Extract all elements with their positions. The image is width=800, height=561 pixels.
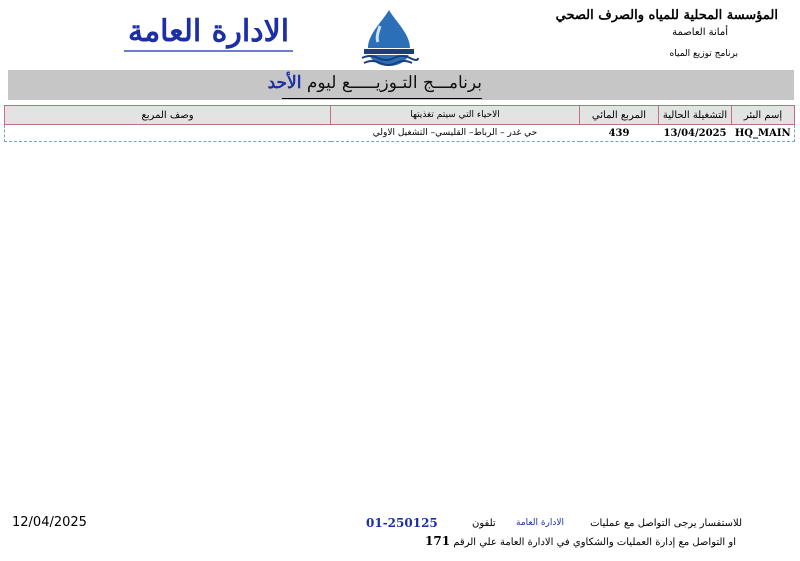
phone-number: 01-250125 [366,516,438,530]
department-title: الادارة العامة [124,14,293,52]
program-caption: برنامج توزيع المياه [669,49,738,59]
contact-text: او التواصل مع إدارة العمليات والشكاوي في الادارة العامة علي الرقم [453,537,736,548]
header-current-run: التشغيلة الحالية [659,106,732,125]
table-header-row [5,106,795,125]
inquiry-text: للاستفسار يرجى التواصل مع عمليات [590,518,742,529]
header-block-description: وصف المربع [5,106,331,125]
table-row [5,125,795,142]
contact-number: 171 [425,534,451,548]
contact-line [425,534,736,548]
org-name: المؤسسة المحلية للمياه والصرف الصحي [555,8,778,23]
phone-label: تلفون [472,518,496,529]
banner-program-text: برنامـــج التـوزيـــــع ليوم [306,73,482,93]
cell-block-description [5,125,331,142]
banner-title [268,73,482,93]
distribution-table [4,105,795,142]
header-well-name: إسم البئر [732,106,795,125]
water-drop-logo [356,8,422,70]
header-water-block: المربع المائي [580,106,659,125]
banner-underline [282,98,482,99]
header-neighborhoods: الاحياء التي سيتم تغذيتها [331,106,580,125]
cell-current-run: 13/04/2025 [659,125,732,142]
cell-neighborhoods: حي غدر – الرباط– القليسي– التشغيل الاولي [331,125,580,142]
cell-well-name: HQ_MAIN [732,125,795,142]
org-subtitle: أمانة العاصمة [672,27,728,38]
inquiry-department: الادارة العامة [516,518,565,528]
cell-water-block: 439 [580,125,659,142]
banner-day: الأحد [267,73,302,93]
print-date: 12/04/2025 [12,515,87,530]
